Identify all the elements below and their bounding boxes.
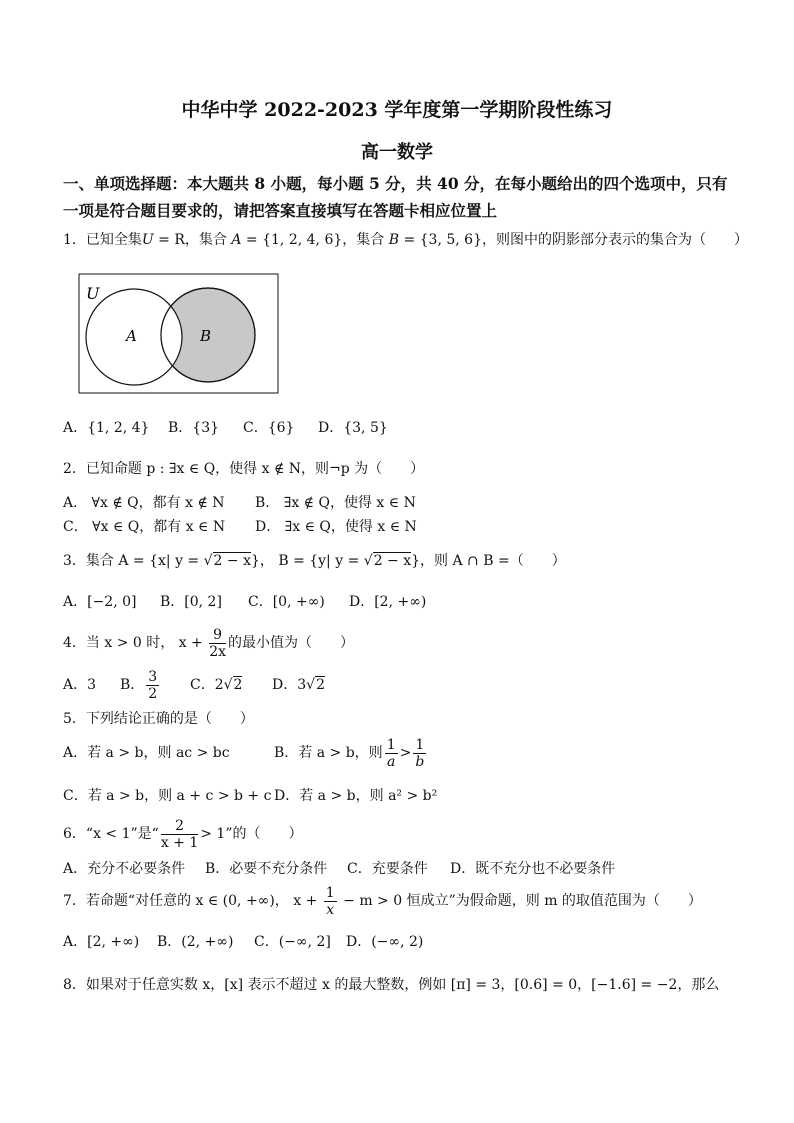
q3-radicand-1: 2 − x bbox=[213, 553, 251, 569]
q6-option-c: C．充要条件 bbox=[347, 861, 428, 877]
q3-option-a: A．[−2, 0] bbox=[63, 594, 137, 610]
q3-radicand-2: 2 − x bbox=[373, 553, 412, 569]
q4-option-c: C．2√2 bbox=[190, 677, 243, 693]
venn-label-u: U bbox=[86, 284, 100, 303]
q4-option-d-label: D．3 bbox=[272, 677, 307, 693]
question-2: 2．已知命题 p : ∃x ∈ Q，使得 x ∉ N，则¬p 为（ ） bbox=[63, 461, 425, 477]
q4-option-a: A．3 bbox=[63, 677, 97, 693]
q7-text-a: 7．若命题“对任意的 x ∈ (0, +∞)， x + bbox=[63, 893, 322, 909]
q1-var-a: A bbox=[231, 232, 242, 248]
q1-option-a: A．{1, 2, 4} bbox=[63, 420, 150, 436]
q3-text-a: 3．集合 A = {x| y = bbox=[63, 553, 204, 569]
q7-option-a: A．[2, +∞) bbox=[63, 934, 140, 950]
q6-option-b: B．必要不充分条件 bbox=[205, 861, 328, 877]
q4-fraction bbox=[209, 627, 226, 660]
q6-denominator: x + 1 bbox=[160, 834, 199, 851]
q6-text-a: 6．“x < 1”是“ bbox=[63, 826, 159, 842]
q5-option-b-numerator-1: 1 bbox=[386, 736, 396, 753]
q1-option-d: D．{3, 5} bbox=[318, 420, 388, 436]
q7-numerator: 1 bbox=[325, 884, 335, 901]
question-3: 3．集合 A = {x| y = √2 − x}， B = {y| y = √2 − x}，则 A ∩ B =（ ） bbox=[63, 553, 566, 569]
exam-subtitle: 高一数学 bbox=[361, 142, 433, 163]
q6-option-a: A．充分不必要条件 bbox=[63, 861, 186, 877]
q4-option-b-denominator: 2 bbox=[148, 685, 158, 702]
q4-option-b bbox=[120, 666, 161, 704]
q5-option-a: A．若 a > b，则 ac > bc bbox=[63, 745, 230, 761]
q1-text-c: = R，集合 bbox=[153, 232, 232, 248]
q4-text-b: 的最小值为（ ） bbox=[228, 635, 355, 651]
question-1 bbox=[63, 230, 748, 250]
q5-option-b-fraction-2 bbox=[413, 737, 426, 770]
q3-option-b: B．[0, 2] bbox=[160, 594, 222, 610]
question-5: 5．下列结论正确的是（ ） bbox=[63, 711, 254, 727]
q2-option-d: D． ∃x ∈ Q，使得 x ∈ N bbox=[255, 519, 417, 535]
q6-text-b: > 1”的（ ） bbox=[200, 826, 303, 842]
q1-var-u: U bbox=[141, 232, 154, 248]
q7-fraction bbox=[324, 885, 337, 918]
q1-text-e: = {1, 2, 4, 6}，集合 bbox=[241, 232, 389, 248]
section-heading: 一、单项选择题：本大题共 8 小题，每小题 5 分，共 40 分，在每小题给出的四个选项中，只有一项是符合题目要求的，请把答案直接填写在答题卡相应位置上 bbox=[63, 174, 728, 220]
q5-option-b-label: B．若 a > b，则 bbox=[274, 745, 383, 761]
q4-option-d-radicand: 2 bbox=[316, 677, 325, 693]
q3-option-c: C．[0, +∞) bbox=[248, 594, 325, 610]
q4-option-c-label: C．2 bbox=[190, 677, 224, 693]
q7-denominator: x bbox=[326, 901, 335, 918]
q5-option-b-denominator-1: a bbox=[386, 753, 396, 770]
exam-title: 中华中学 2022-2023 学年度第一学期阶段性练习 bbox=[181, 99, 613, 121]
q5-option-c: C．若 a > b，则 a + c > b + c bbox=[63, 788, 272, 804]
q3-option-d: D．[2, +∞) bbox=[349, 594, 427, 610]
venn-label-a: A bbox=[126, 327, 137, 345]
q4-numerator: 9 bbox=[209, 627, 226, 644]
q6-numerator: 2 bbox=[161, 818, 198, 835]
q1-var-b: B bbox=[388, 232, 400, 248]
q4-option-b-fraction bbox=[146, 669, 159, 702]
q4-denominator: 2x bbox=[209, 643, 227, 660]
question-7 bbox=[63, 882, 702, 920]
q4-option-d: D．3√2 bbox=[272, 677, 325, 693]
q7-option-d: D．(−∞, 2) bbox=[346, 934, 424, 950]
q7-text-b: − m > 0 恒成立”为假命题，则 m 的取值范围为（ ） bbox=[338, 893, 702, 909]
question-4 bbox=[63, 624, 354, 662]
q3-text-c: }，则 A ∩ B =（ ） bbox=[411, 553, 566, 569]
q3-text-b: }， B = {y| y = bbox=[250, 553, 364, 569]
q4-option-b-numerator: 3 bbox=[148, 668, 158, 685]
venn-diagram bbox=[78, 273, 280, 395]
q2-option-c: C． ∀x ∈ Q，都有 x ∈ N bbox=[63, 519, 226, 535]
q1-option-b: B．{3} bbox=[168, 420, 220, 436]
venn-label-b: B bbox=[200, 327, 212, 345]
q5-option-b-denominator-2: b bbox=[415, 753, 425, 770]
q5-option-d: D．若 a > b，则 a² > b² bbox=[274, 788, 438, 804]
q1-option-c: C．{6} bbox=[243, 420, 295, 436]
question-8: 8．如果对于任意实数 x，[x] 表示不超过 x 的最大整数，例如 [π] = 3，[0.6] = 0，[−1.6] = −2，那么 bbox=[63, 977, 720, 993]
q5-option-b-numerator-2: 1 bbox=[415, 736, 425, 753]
q5-option-b-fraction-1 bbox=[385, 737, 398, 770]
q7-option-b: B．(2, +∞) bbox=[157, 934, 234, 950]
q2-option-a: A． ∀x ∉ Q，都有 x ∉ N bbox=[63, 495, 225, 511]
q5-option-b-gt: > bbox=[399, 745, 412, 761]
q6-fraction bbox=[161, 818, 198, 851]
q4-option-b-label: B． bbox=[120, 677, 145, 693]
q6-option-d: D．既不充分也不必要条件 bbox=[450, 861, 616, 877]
q4-option-c-radicand: 2 bbox=[233, 677, 243, 693]
q4-text-a: 4．当 x > 0 时， x + bbox=[63, 635, 208, 651]
q2-option-b: B． ∃x ∉ Q，使得 x ∈ N bbox=[255, 495, 416, 511]
q5-option-b bbox=[274, 734, 428, 772]
q1-text-a: 1．已知全集 bbox=[63, 232, 142, 248]
question-6 bbox=[63, 815, 303, 853]
q7-option-c: C．(−∞, 2] bbox=[254, 934, 331, 950]
q1-text-g: = {3, 5, 6}，则图中的阴影部分表示的集合为（ ） bbox=[399, 232, 748, 248]
